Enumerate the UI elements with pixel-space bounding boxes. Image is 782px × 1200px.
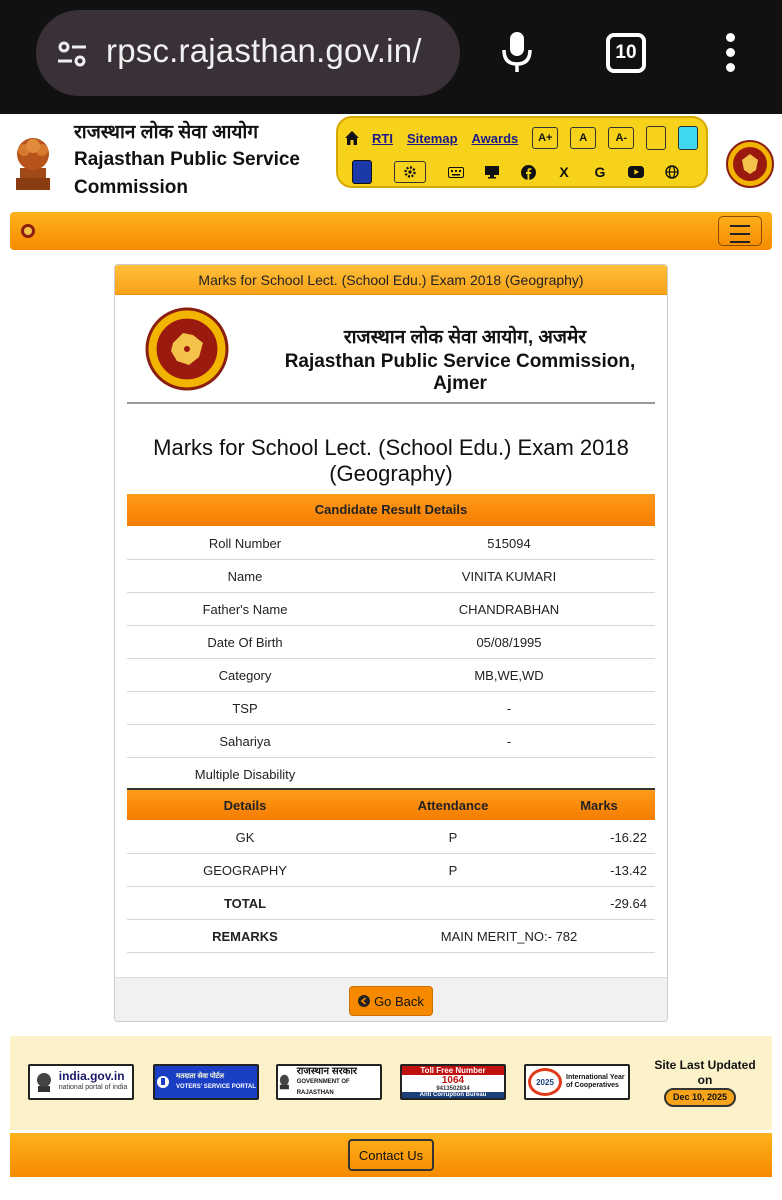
field-label: Father's Name	[202, 601, 288, 617]
exam-title: Marks for School Lect. (School Edu.) Exam 2018 (Geography)	[153, 435, 629, 486]
font-decrease-button[interactable]: A-	[608, 127, 634, 149]
marks-table-header	[127, 788, 655, 820]
rajasthan-gov-text: GOVERNMENT OF RAJASTHAN	[296, 1078, 350, 1096]
arrow-left-circle-icon	[358, 995, 370, 1007]
voter-hand-icon	[156, 1075, 170, 1089]
cooperatives-link[interactable]	[524, 1064, 630, 1100]
voters-portal-text-hindi: मतदाता सेवा पोर्टल	[176, 1073, 224, 1080]
field-label: Name	[227, 568, 263, 584]
table-row	[127, 659, 655, 692]
commission-name-english: Rajasthan Public Service Commission, Ajmer	[284, 351, 636, 394]
field-label: Category	[218, 667, 272, 683]
sitemap-link[interactable]: Sitemap	[406, 130, 458, 146]
google-icon[interactable]: G	[594, 164, 606, 180]
url-text[interactable]: rpsc.rajasthan.gov.in/	[106, 32, 422, 69]
emblem-small-icon	[278, 1073, 291, 1091]
site-header	[0, 114, 782, 210]
go-back-label: Go Back	[374, 993, 424, 1009]
remarks-row	[127, 920, 655, 953]
keyboard-icon[interactable]	[448, 164, 464, 180]
table-row	[127, 692, 655, 725]
india-gov-link[interactable]	[28, 1064, 134, 1100]
go-back-button[interactable]	[349, 986, 433, 1016]
field-value: VINITA KUMARI	[461, 568, 557, 584]
awards-link[interactable]: Awards	[471, 130, 519, 146]
attendance-value: P	[448, 829, 458, 845]
browser-toolbar	[0, 0, 782, 114]
table-row	[127, 758, 655, 791]
candidate-section-header: Candidate Result Details	[127, 494, 655, 526]
home-icon[interactable]	[344, 130, 360, 146]
footer-partners	[10, 1036, 772, 1130]
cooperatives-text: International Year of Cooperatives	[566, 1074, 625, 1089]
field-label: Roll Number	[208, 535, 282, 551]
rti-link[interactable]: RTI	[372, 130, 393, 146]
table-row	[127, 854, 655, 887]
subject-name: GEOGRAPHY	[203, 862, 287, 878]
font-normal-button[interactable]: A	[570, 127, 596, 149]
gear-icon	[403, 165, 417, 179]
remarks-value: MAIN MERIT_NO:- 782	[440, 928, 578, 944]
menu-toggle-button[interactable]	[718, 216, 762, 246]
column-header-marks: Marks	[580, 797, 618, 813]
blue-theme-swatch[interactable]	[352, 160, 372, 184]
card-header-title: Marks for School Lect. (School Edu.) Exam 2018 (Geography)	[115, 265, 667, 295]
toll-free-label: Toll Free Number	[402, 1066, 504, 1075]
accessibility-toolbar	[336, 116, 708, 188]
microphone-icon[interactable]	[500, 30, 534, 74]
marks-table	[127, 821, 655, 953]
desktop-icon[interactable]	[484, 164, 500, 180]
total-marks: -29.64	[610, 895, 647, 911]
font-increase-button[interactable]: A+	[532, 127, 558, 149]
commission-name-hindi: राजस्थान लोक सेवा आयोग, अजमेर	[343, 327, 587, 348]
rpsc-seal-large-icon	[145, 307, 229, 391]
table-row	[127, 725, 655, 758]
divider	[127, 402, 655, 404]
anti-corruption-text: Anti Corruption Bureau	[402, 1092, 504, 1098]
address-bar[interactable]	[36, 10, 460, 96]
field-value: 05/08/1995	[476, 634, 542, 650]
toll-alt-number: 9413502834	[436, 1086, 470, 1092]
national-emblem-small-icon	[35, 1071, 53, 1093]
total-label: TOTAL	[223, 895, 267, 911]
site-settings-icon[interactable]	[56, 38, 88, 70]
site-updated-label: Site Last Updated on	[654, 1058, 756, 1087]
marks-value: -13.42	[610, 862, 647, 878]
main-navbar	[10, 212, 772, 250]
nav-logo-icon[interactable]	[20, 223, 36, 239]
cooperatives-year: 2025	[528, 1068, 562, 1096]
india-gov-subtext: national portal of india	[58, 1084, 128, 1091]
globe-icon[interactable]	[664, 164, 680, 180]
anti-corruption-link[interactable]	[400, 1064, 506, 1100]
table-row	[127, 593, 655, 626]
field-value: -	[506, 733, 512, 749]
field-label: Date Of Birth	[207, 634, 283, 650]
field-value: CHANDRABHAN	[458, 601, 560, 617]
field-value: MB,WE,WD	[474, 667, 544, 683]
india-gov-text: india.gov.in	[58, 1069, 125, 1083]
contact-us-button[interactable]: Contact Us	[348, 1139, 434, 1171]
field-value: 515094	[487, 535, 531, 551]
field-label: Multiple Disability	[194, 767, 296, 782]
national-emblem-icon	[10, 132, 56, 194]
rajasthan-gov-text-hindi: राजस्थान सरकार	[296, 1065, 358, 1077]
column-header-details: Details	[223, 797, 267, 813]
org-name-english: Rajasthan Public Service Commission	[74, 149, 300, 198]
attendance-value: P	[448, 862, 458, 878]
voters-portal-link[interactable]	[153, 1064, 259, 1100]
site-updated-date: Dec 10, 2025	[664, 1088, 736, 1107]
tab-switcher-button[interactable]: 10	[606, 33, 646, 73]
facebook-icon[interactable]	[520, 164, 536, 180]
org-name-hindi: राजस्थान लोक सेवा आयोग	[74, 122, 259, 143]
more-options-icon[interactable]	[722, 33, 738, 73]
column-header-attendance: Attendance	[417, 797, 489, 813]
field-label: Sahariya	[219, 733, 271, 749]
table-row	[127, 821, 655, 854]
x-twitter-icon[interactable]: X	[559, 164, 569, 180]
table-row	[127, 626, 655, 659]
voters-portal-text: VOTERS' SERVICE PORTAL	[176, 1084, 256, 1090]
contact-band	[10, 1133, 772, 1177]
candidate-details-table	[127, 527, 655, 791]
total-row	[127, 887, 655, 920]
rajasthan-gov-link[interactable]	[276, 1064, 382, 1100]
cyan-theme-swatch[interactable]	[678, 126, 698, 150]
table-row	[127, 527, 655, 560]
field-label: TSP	[232, 700, 258, 716]
marks-value: -16.22	[610, 829, 647, 845]
rpsc-seal-icon	[726, 140, 774, 188]
table-row	[127, 560, 655, 593]
yellow-theme-swatch[interactable]	[646, 126, 666, 150]
subject-name: GK	[235, 829, 255, 845]
card-footer	[115, 977, 667, 1022]
field-value: -	[506, 700, 512, 716]
remarks-label: REMARKS	[212, 928, 278, 944]
youtube-icon[interactable]	[628, 164, 644, 180]
toll-free-number: 1064	[441, 1075, 465, 1086]
result-card	[114, 264, 668, 1022]
settings-button[interactable]	[394, 161, 426, 183]
